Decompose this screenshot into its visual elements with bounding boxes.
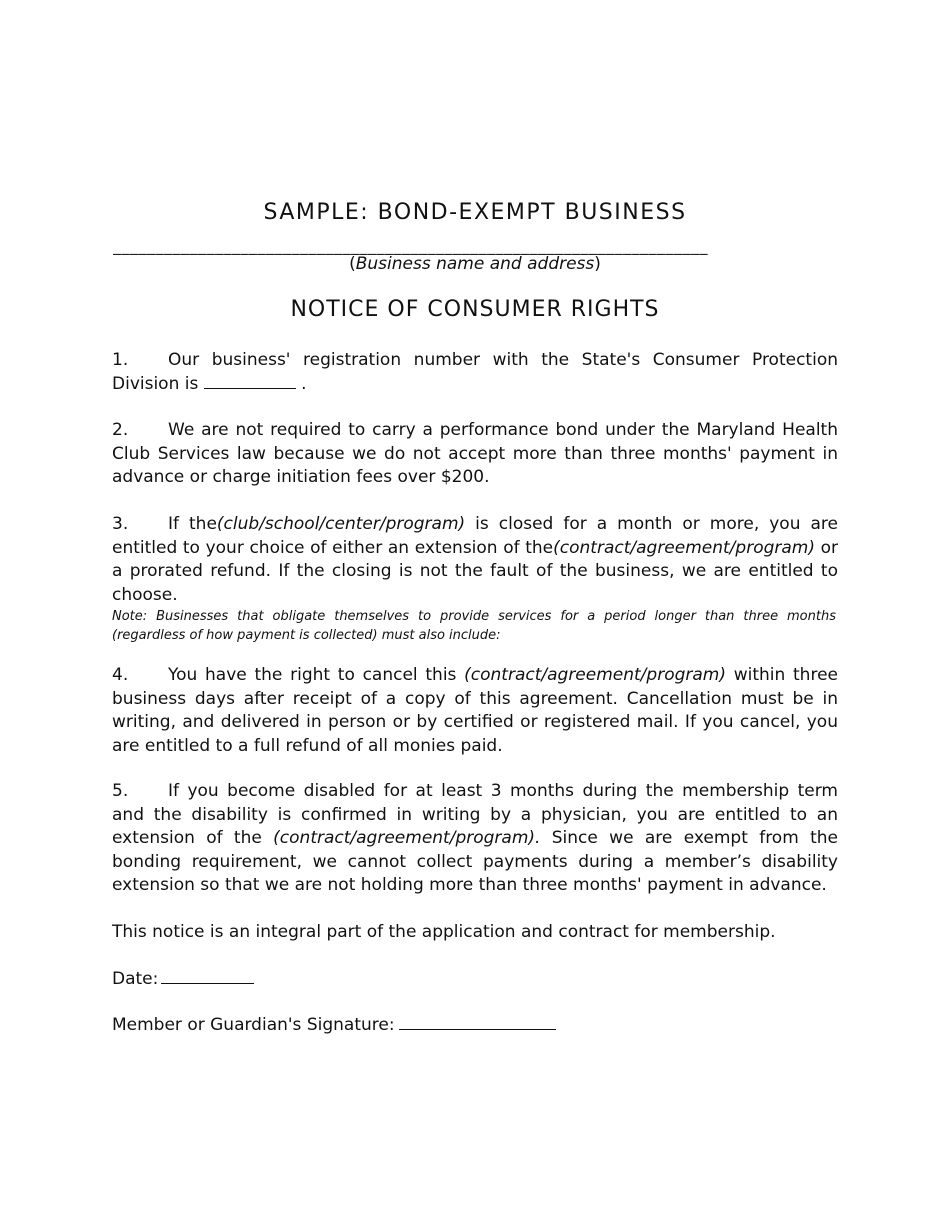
item-2	[112, 419, 838, 490]
item-5	[112, 780, 838, 898]
item-text: We are not required to carry a performance bond under the Maryland Health Club Services law because we do not accept more than three months' payment in advance or charge initiation fees over $200.	[112, 420, 838, 487]
item-number: 4.	[112, 665, 129, 685]
item-text: within three business days after receipt of a copy of this agreement. Cancellation must be in writing, and delivered in person or by certified or registered mail. If you cancel, you are entitled to a full refund of all monies paid.	[112, 665, 838, 756]
item-italic: (club/school/center/program)	[216, 514, 466, 534]
signature-blank[interactable]	[399, 1014, 556, 1030]
item-text: If the	[168, 514, 217, 534]
item-3	[112, 513, 838, 607]
item-4	[112, 664, 838, 758]
registration-number-blank	[204, 373, 296, 389]
item-1	[112, 349, 838, 396]
business-name-caption	[0, 254, 950, 274]
date-label: Date:	[112, 969, 159, 989]
item-number: 3.	[112, 514, 129, 534]
business-name-line: ______________________________________________________________________	[113, 236, 708, 255]
item-number: 5.	[112, 781, 129, 801]
caption-open-paren: (	[349, 254, 356, 274]
item-tail: .	[301, 373, 307, 394]
date-field	[112, 968, 254, 991]
document-title: SAMPLE: BOND-EXEMPT BUSINESS	[263, 200, 687, 225]
item-italic: (contract/agreement/program)	[553, 537, 815, 558]
item-text: You have the right to cancel this	[168, 665, 465, 685]
notice-heading: NOTICE OF CONSUMER RIGHTS	[290, 297, 660, 322]
item-text: Since we are exempt from the bonding requirement, we cannot collect payments during a member’s disability extension so that we are not holding more than three months' payment in advance.	[112, 828, 839, 895]
signature-label: Member or Guardian's Signature:	[112, 1015, 395, 1035]
item-number: 1.	[112, 350, 129, 370]
note-text: Note: Businesses that obligate themselves to provide services for a period longer than three months (regardless of how payment is collected) must also include:	[112, 609, 836, 643]
item-number: 2.	[112, 420, 129, 440]
item-text: If you become disabled for at least 3 months during the membership term and the disability is confirmed in writing by a physician, you are entitled to an extension of the	[112, 781, 838, 848]
closing-statement: This notice is an integral part of the application and contract for membership.	[112, 922, 776, 942]
signature-field	[112, 1014, 556, 1037]
caption-text: Business name and address	[355, 254, 595, 274]
item-text: Our business' registration number with the State's Consumer Protection Division is	[112, 350, 838, 394]
caption-close-paren: )	[594, 254, 601, 274]
item-italic: (contract/agreement/program)	[464, 665, 726, 685]
item-italic: (contract/agreement/program).	[273, 828, 541, 848]
item-text: is closed for a month or more, you are entitled to your choice of either an extension of the	[112, 514, 838, 558]
item-text: or a prorated refund. If the closing is not the fault of the business, we are entitled to choose.	[112, 537, 839, 605]
date-blank[interactable]	[161, 968, 254, 984]
